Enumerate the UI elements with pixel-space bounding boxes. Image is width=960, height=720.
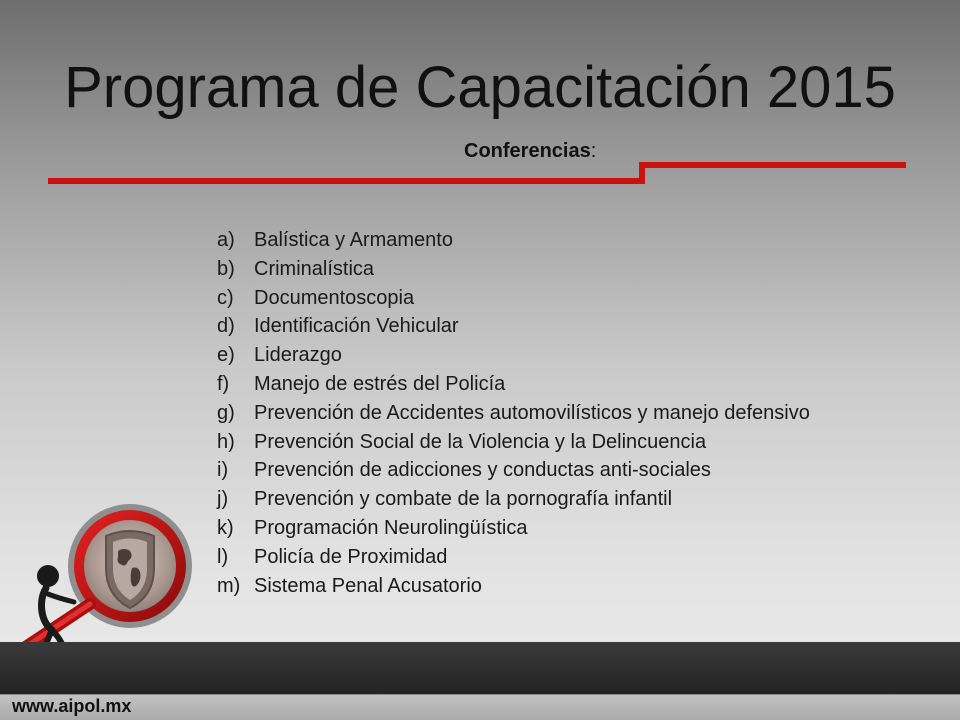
conference-list xyxy=(217,226,810,600)
footer-url[interactable]: www.aipol.mx xyxy=(12,696,132,716)
list-marker: h) xyxy=(217,430,235,453)
list-item xyxy=(217,456,810,485)
list-marker: d) xyxy=(217,315,235,338)
list-item-text: Liderazgo xyxy=(254,344,342,367)
list-item-text: Prevención y combate de la pornografía infantil xyxy=(254,488,673,511)
list-marker: a) xyxy=(217,229,235,251)
list-item-text: Prevención Social de la Violencia y la Delincuencia xyxy=(254,430,707,453)
list-item xyxy=(217,312,810,341)
list-item-text: Programación Neurolingüística xyxy=(254,516,528,539)
list-item-text: Documentoscopia xyxy=(254,286,415,309)
list-marker: j) xyxy=(217,488,229,511)
list-item-text: Manejo de estrés del Policía xyxy=(254,372,506,395)
red-rule-line xyxy=(48,165,906,181)
list-item xyxy=(217,255,810,284)
list-item xyxy=(217,543,810,572)
list-item-text: Identificación Vehicular xyxy=(254,315,459,338)
list-marker: l) xyxy=(217,545,229,568)
list-item-text: Balística y Armamento xyxy=(254,229,453,251)
list-marker: k) xyxy=(217,516,234,539)
list-item-text: Sistema Penal Acusatorio xyxy=(254,574,482,597)
list-marker: g) xyxy=(217,401,235,424)
list-item-text: Prevención de Accidentes automovilísticos y manejo defensivo xyxy=(254,401,810,424)
list-item-text: Prevención de adicciones y conductas anti-sociales xyxy=(254,459,711,482)
slide-title: Programa de Capacitación 2015 xyxy=(64,55,896,120)
list-item xyxy=(217,514,810,543)
list-item xyxy=(217,399,810,428)
footer-band xyxy=(0,642,960,694)
list-item xyxy=(217,341,810,370)
list-marker: i) xyxy=(217,459,229,482)
list-marker: c) xyxy=(217,286,234,309)
list-item xyxy=(217,226,810,255)
list-item xyxy=(217,370,810,399)
footer-strip xyxy=(0,694,960,720)
list-item-text: Criminalística xyxy=(254,257,375,280)
list-item-text: Policía de Proximidad xyxy=(254,545,448,568)
list-marker: b) xyxy=(217,257,235,280)
list-item xyxy=(217,572,810,601)
list-item xyxy=(217,284,810,313)
list-marker: e) xyxy=(217,344,235,367)
subtitle-colon: : xyxy=(590,140,597,162)
list-marker: f) xyxy=(217,372,230,395)
subtitle-label: Conferencias xyxy=(464,140,591,162)
title-underline xyxy=(0,0,960,200)
list-marker: m) xyxy=(217,574,241,597)
list-item xyxy=(217,428,810,457)
list-item xyxy=(217,485,810,514)
